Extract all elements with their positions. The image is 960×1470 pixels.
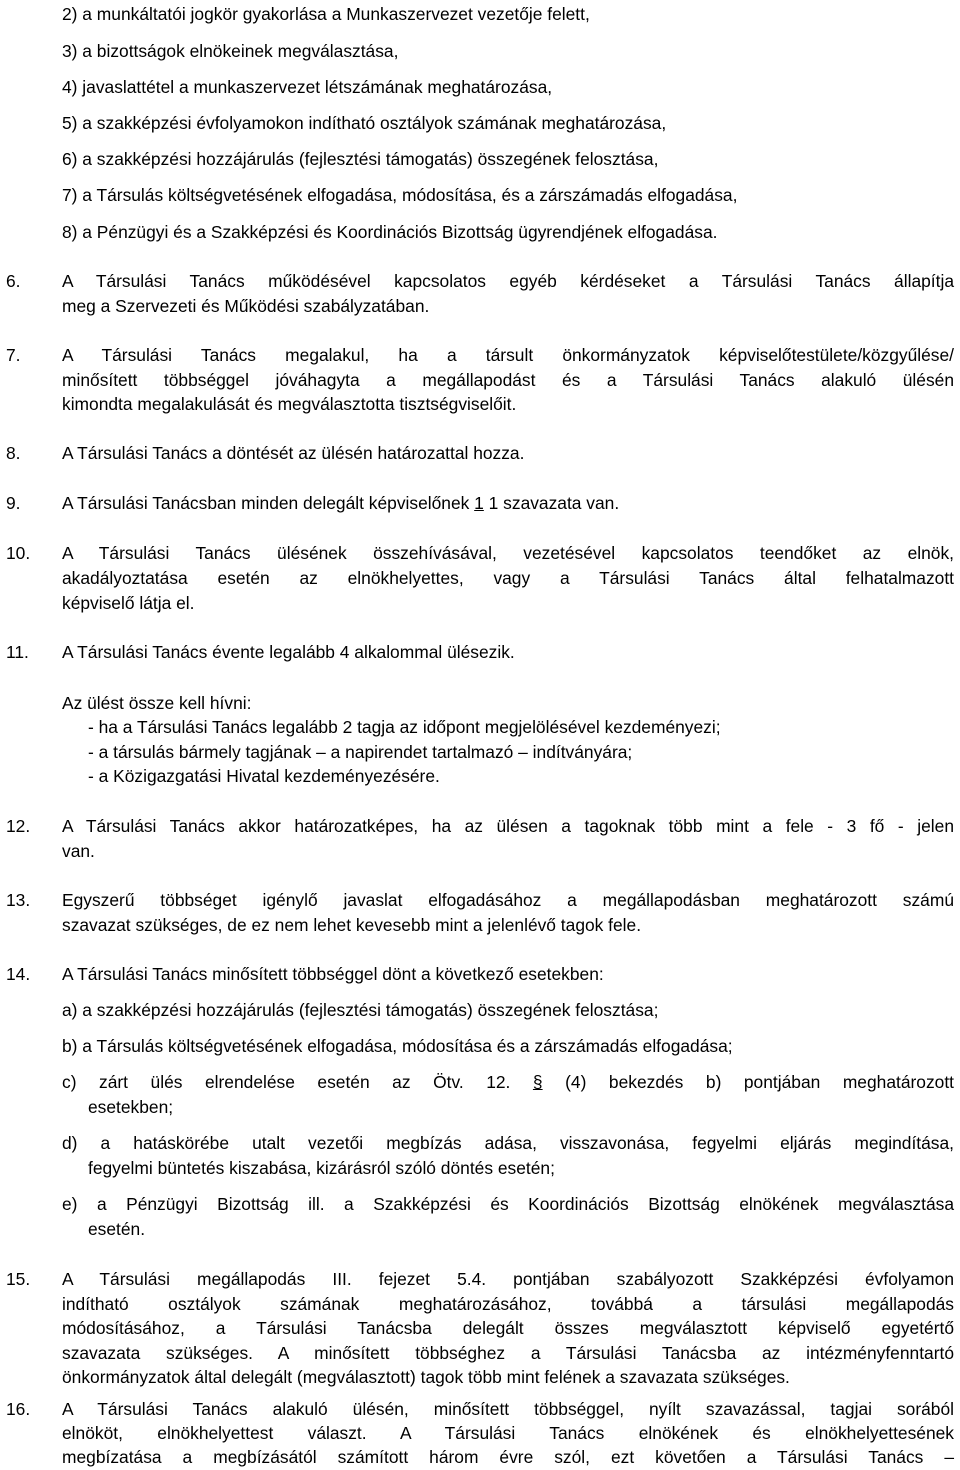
paragraph-line: A Társulási Tanács megalakul, ha a társult önkormányzatok képviselőtestülete/közgyűlése/ bbox=[62, 345, 954, 365]
list-item: 8) a Pénzügyi és a Szakképzési és Koordinációs Bizottság ügyrendjének elfogadása. bbox=[62, 222, 718, 242]
paragraph-line: Egyszerű többséget igénylő javaslat elfogadásához a megállapodásban meghatározott számú bbox=[62, 890, 954, 910]
paragraph-line: indítható osztályok számának meghatározásához, továbbá a társulási megállapodás bbox=[62, 1294, 954, 1314]
paragraph-line: kimondta megalakulását és megválasztotta tisztségviselőit. bbox=[62, 394, 517, 414]
bullet-item: - ha a Társulási Tanács legalább 2 tagja az időpont megjelölésével kezdeményezi; bbox=[88, 717, 721, 737]
paragraph-line: A Társulási Tanács működésével kapcsolatos egyéb kérdéseket a Társulási Tanács állapítja bbox=[62, 271, 954, 291]
paragraph-line: A Társulási Tanács akkor határozatképes, ha az ülésen a tagoknak több mint a fele - 3 fő - jelen bbox=[62, 816, 954, 836]
paragraph-number: 13. bbox=[6, 890, 31, 910]
paragraph-line: elnököt, elnökhelyettest választ. A Társulási Tanács elnökének és elnökhelyettesének bbox=[62, 1423, 954, 1443]
text-run: A Társulási Tanácsban minden delegált képviselőnek bbox=[62, 493, 475, 513]
paragraph-line: szavazata szükséges. A minősített többséghez a Társulási Tanácsba az intézményfenntartó bbox=[62, 1343, 954, 1363]
text-run: c) zárt ülés elrendelése esetén az Ötv. 12. bbox=[62, 1072, 533, 1092]
paragraph-line: A Társulási Tanács évente legalább 4 alkalommal ülésezik. bbox=[62, 642, 515, 662]
bullet-item: - a társulás bármely tagjának – a napirendet tartalmazó – indítványára; bbox=[88, 742, 633, 762]
paragraph-number: 12. bbox=[6, 816, 31, 836]
list-item-continuation: esetén. bbox=[88, 1219, 146, 1239]
paragraph-line: A Társulási Tanács alakuló ülésén, minősített többséggel, nyílt szavazással, tagjai sorából bbox=[62, 1399, 954, 1419]
text-run: (4) bekezdés b) pontjában meghatározott bbox=[542, 1072, 954, 1092]
paragraph-line: képviselő látja el. bbox=[62, 593, 195, 613]
list-item-continuation: esetekben; bbox=[88, 1097, 174, 1117]
list-item-continuation: fegyelmi büntetés kiszabása, kizárásról szóló döntés esetén; bbox=[88, 1158, 555, 1178]
paragraph-number: 10. bbox=[6, 543, 31, 563]
paragraph-number: 15. bbox=[6, 1269, 31, 1289]
list-item: 4) javaslattétel a munkaszervezet létszámának meghatározása, bbox=[62, 77, 553, 97]
paragraph-number: 9. bbox=[6, 493, 21, 513]
paragraph-line: Az ülést össze kell hívni: bbox=[62, 693, 252, 713]
list-item: e) a Pénzügyi Bizottság ill. a Szakképzési és Koordinációs Bizottság elnökének megválasztása bbox=[62, 1194, 954, 1214]
paragraph-line: minősített többséggel jóváhagyta a megállapodást és a Társulási Tanács alakuló ülésén bbox=[62, 370, 954, 390]
paragraph-number: 7. bbox=[6, 345, 21, 365]
paragraph-line bbox=[62, 491, 619, 516]
paragraph-line: A Társulási Tanács ülésének összehívásával, vezetésével kapcsolatos teendőket az elnök, bbox=[62, 543, 954, 563]
paragraph-number: 11. bbox=[6, 642, 29, 662]
underlined-text: § bbox=[532, 1072, 543, 1092]
list-item: 5) a szakképzési évfolyamokon indítható osztályok számának meghatározása, bbox=[62, 113, 667, 133]
paragraph-line: meg a Szervezeti és Működési szabályzatában. bbox=[62, 296, 430, 316]
paragraph-line: megbízatása a megbízásától számított három évre szól, ezt követően a Társulási Tanács – bbox=[62, 1447, 954, 1467]
list-item: b) a Társulás költségvetésének elfogadása, módosítása és a zárszámadás elfogadása; bbox=[62, 1036, 733, 1056]
list-item: d) a hatáskörébe utalt vezetői megbízás adása, visszavonása, fegyelmi eljárás megindítása, bbox=[62, 1133, 954, 1153]
text-run: 1 szavazata van. bbox=[483, 493, 620, 513]
paragraph-number: 6. bbox=[6, 271, 21, 291]
paragraph-line: akadályoztatása esetén az elnökhelyettes, vagy a Társulási Tanács által felhatalmazott bbox=[62, 568, 954, 588]
list-item: 6) a szakképzési hozzájárulás (fejlesztési támogatás) összegének felosztása, bbox=[62, 149, 659, 169]
paragraph-line: A Társulási megállapodás III. fejezet 5.4. pontjában szabályozott Szakképzési évfolyamon bbox=[62, 1269, 954, 1289]
paragraph-number: 14. bbox=[6, 964, 31, 984]
paragraph-line: A Társulási Tanács minősített többséggel dönt a következő esetekben: bbox=[62, 964, 604, 984]
list-item: a) a szakképzési hozzájárulás (fejlesztési támogatás) összegének felosztása; bbox=[62, 1000, 659, 1020]
paragraph-line: A Társulási Tanács a döntését az ülésén határozattal hozza. bbox=[62, 443, 525, 463]
list-item: 7) a Társulás költségvetésének elfogadása, módosítása, és a zárszámadás elfogadása, bbox=[62, 185, 738, 205]
list-item bbox=[62, 1070, 954, 1095]
paragraph-line: önkormányzatok által delegált (megválasztott) tagok több mint felének a szavazata szükséges. bbox=[62, 1367, 790, 1387]
list-item: 3) a bizottságok elnökeinek megválasztása, bbox=[62, 41, 399, 61]
paragraph-number: 8. bbox=[6, 443, 21, 463]
paragraph-line: szavazat szükséges, de ez nem lehet kevesebb mint a jelenlévő tagok fele. bbox=[62, 915, 642, 935]
list-item: 2) a munkáltatói jogkör gyakorlása a Munkaszervezet vezetője felett, bbox=[62, 4, 590, 24]
paragraph-line: módosításához, a Társulási Tanácsba delegált összes megválasztott képviselő egyetértő bbox=[62, 1318, 954, 1338]
paragraph-line: van. bbox=[62, 841, 95, 861]
paragraph-number: 16. bbox=[6, 1399, 31, 1419]
bullet-item: - a Közigazgatási Hivatal kezdeményezésére. bbox=[88, 766, 440, 786]
underlined-text: 1 bbox=[474, 493, 484, 513]
